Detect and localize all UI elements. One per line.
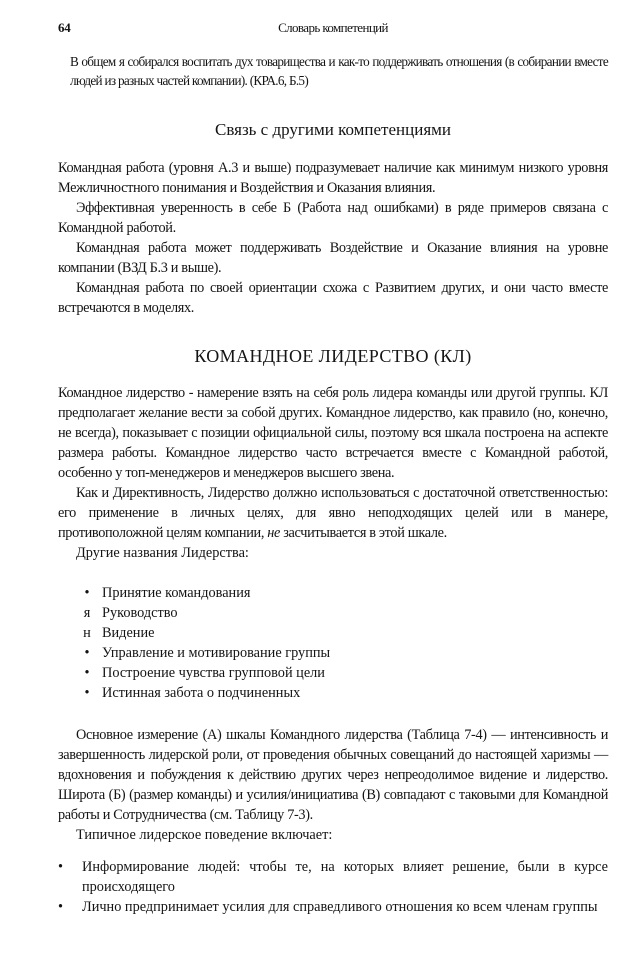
list-item: • Истинная забота о подчиненных xyxy=(58,683,608,703)
list-item: • Принятие командования xyxy=(58,583,608,603)
related-competencies-section xyxy=(58,158,608,318)
running-title: Словарь компетенций xyxy=(278,20,388,35)
list-item: я Руководство xyxy=(58,603,608,623)
leadership-responsibility: Как и Директивность, Лидерство должно использоваться с достаточной ответственностью: его применение в личных целях, для явно неподходящих целей или в манере, противоположной целям компании, не засчитывается в этой шкале. xyxy=(58,485,608,541)
related-paragraph: Командная работа по своей ориентации схожа с Развитием других, и они часто вместе встречаются в моделях. xyxy=(58,280,608,316)
list-marker: я xyxy=(83,605,91,621)
list-item: н Видение xyxy=(58,623,608,643)
other-names-list xyxy=(58,583,608,703)
list-marker: • xyxy=(58,899,64,915)
behavior-intro: Типичное лидерское поведение включает: xyxy=(76,827,333,843)
other-names-intro: Другие названия Лидерства: xyxy=(76,545,249,561)
list-marker: • xyxy=(84,685,90,701)
section-heading: КОМАНДНОЕ ЛИДЕРСТВО (КЛ) xyxy=(194,346,472,366)
list-item: • Построение чувства групповой цели xyxy=(58,663,608,683)
intro-quote: В общем я собирался воспитать дух товарищества и как-то поддерживать отношения (в собирании вместе людей из разных частей компании). (КРА.6, Б.5) xyxy=(70,54,608,88)
behavior-list xyxy=(58,857,608,917)
page-header xyxy=(58,18,608,52)
list-item: • Информирование людей: чтобы те, на которых влияет решение, были в курсе происходящего xyxy=(58,859,608,895)
leadership-section xyxy=(58,383,608,917)
leadership-definition: Командное лидерство - намерение взять на себя роль лидера команды или другой группы. КЛ предполагает желание вести за собой других. Командное лидерство, как правило (но, конечно, не всегда), показывает с позиции официальной силы, поэтому вся шкала построена на аспекте размера работы. Командное лидерство часто встречается вместе с Командной работой, особенно у топ-менеджеров и менеджеров высшего звена. xyxy=(58,385,608,481)
list-marker: • xyxy=(84,665,90,681)
main-dimension-paragraph: Основное измерение (А) шкалы Командного лидерства (Таблица 7-4) — интенсивность и завершенность лидерской роли, от проведения обычных совещаний до настоящей харизмы — вдохновения и побуждения к действию других через непреодолимое видение и лидерство. Широта (Б) (размер команды) и усилия/инициатива (В) совпадают с таковыми для Командной работы и Сотрудничества (см. Таблицу 7-3). xyxy=(58,727,608,823)
list-marker: • xyxy=(84,645,90,661)
list-marker: • xyxy=(58,859,64,875)
related-paragraph: Командная работа (уровня А.3 и выше) подразумевает наличие как минимум низкого уровня Межличностного понимания и Воздействия и Оказания влияния. xyxy=(58,160,608,196)
emphasis-not: не xyxy=(267,525,281,541)
related-paragraph: Командная работа может поддерживать Воздействие и Оказание влияния на уровне компании (ВЗД Б.3 и выше). xyxy=(58,240,608,276)
page-number: 64 xyxy=(58,20,71,35)
list-marker: • xyxy=(84,585,90,601)
related-paragraph: Эффективная уверенность в себе Б (Работа над ошибками) в ряде примеров связана с Командной работой. xyxy=(58,200,608,236)
list-item: • Лично предпринимает усилия для справедливого отношения ко всем членам группы xyxy=(58,899,598,915)
list-item: • Управление и мотивирование группы xyxy=(58,643,608,663)
related-competencies-title: Связь с другими компетенциями xyxy=(215,120,451,139)
list-marker: н xyxy=(83,625,91,641)
